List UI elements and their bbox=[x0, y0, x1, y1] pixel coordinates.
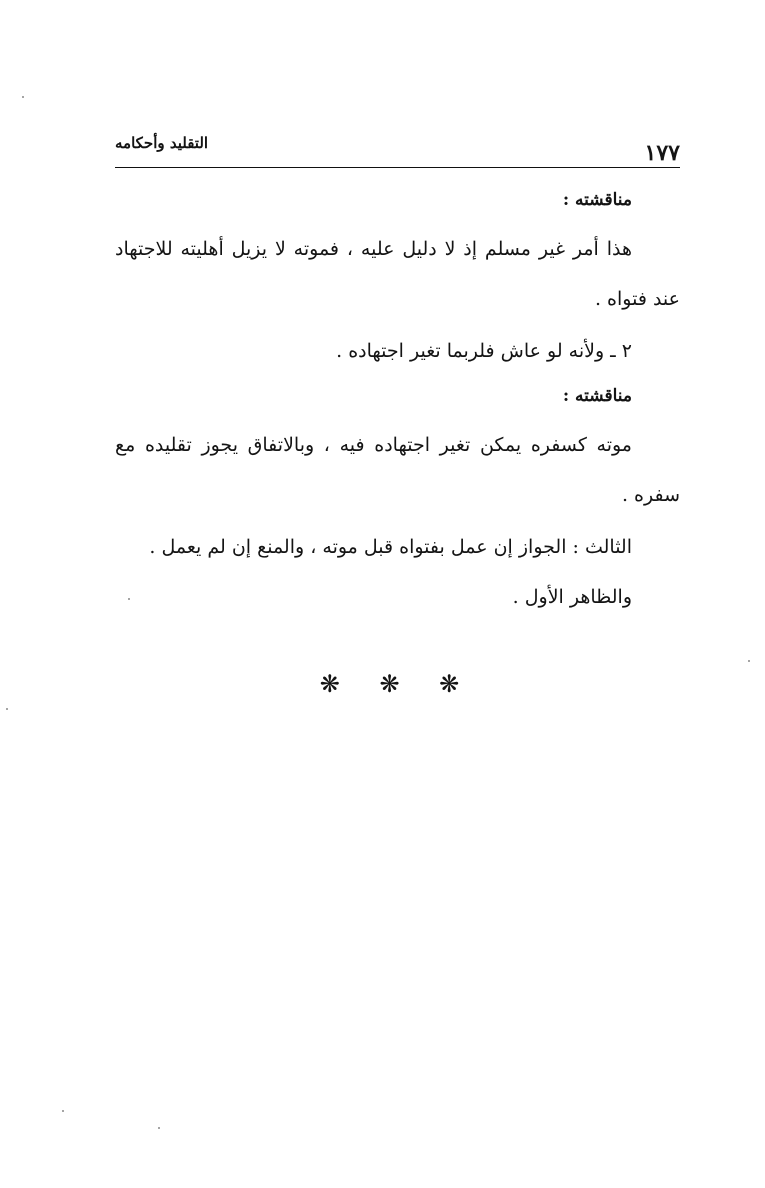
scan-speck bbox=[6, 708, 8, 710]
scan-speck bbox=[62, 1110, 64, 1112]
running-title: التقليد وأحكامه bbox=[115, 134, 209, 152]
discussion-heading: مناقشته : bbox=[562, 386, 632, 406]
page-body bbox=[115, 180, 680, 622]
page-number: ١٧٧ bbox=[644, 140, 680, 166]
scan-speck bbox=[128, 598, 130, 600]
conclusion: والظاهر الأول . bbox=[512, 586, 632, 608]
numbered-point: ٢ ـ ولأنه لو عاش فلربما تغير اجتهاده . bbox=[336, 340, 632, 362]
discussion-heading: مناقشته : bbox=[562, 190, 632, 210]
page-header bbox=[115, 128, 680, 168]
section-separator: ❋ ❋ ❋ bbox=[319, 670, 476, 698]
third-opinion: الثالث : الجواز إن عمل بفتواه قبل موته ، والمنع إن لم يعمل . bbox=[149, 536, 632, 558]
discussion-paragraph: موته كسفره يمكن تغير اجتهاده فيه ، وبالاتفاق يجوز تقليده مع سفره . bbox=[115, 434, 680, 506]
scan-speck bbox=[158, 1127, 160, 1129]
discussion-paragraph: هذا أمر غير مسلم إذ لا دليل عليه ، فموته لا يزيل أهليته للاجتهاد عند فتواه . bbox=[115, 238, 680, 310]
scan-speck bbox=[748, 660, 750, 662]
header-rule bbox=[115, 167, 680, 168]
scan-speck bbox=[22, 96, 24, 98]
